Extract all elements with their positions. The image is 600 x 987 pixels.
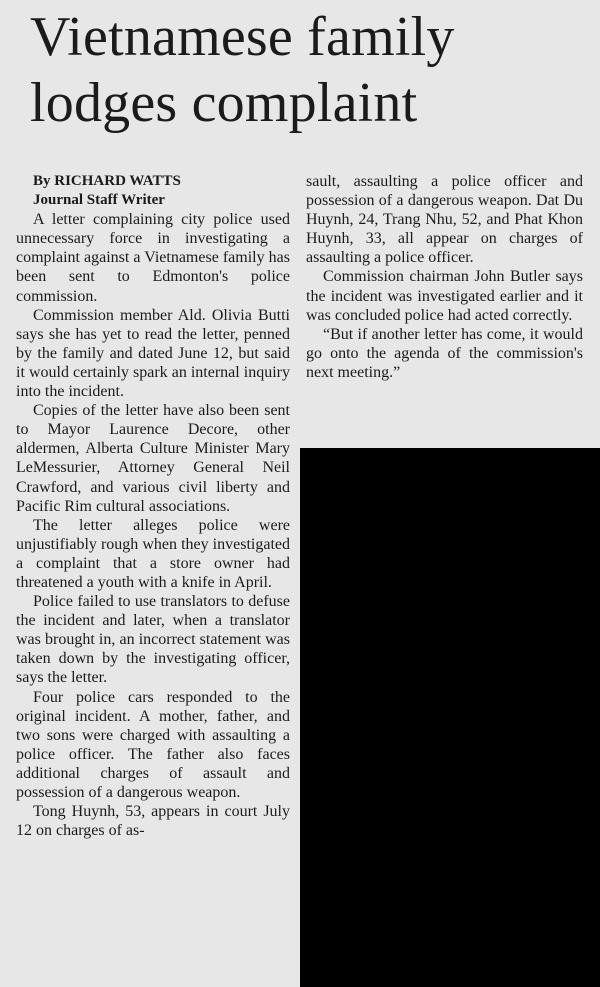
byline-role: Journal Staff Writer — [33, 192, 165, 209]
column-1 — [16, 172, 290, 840]
paragraph: A letter complaining city police used unnecessary force in investigating a complaint against a Vietnamese family has been sent to Edmonton's police commission. — [16, 211, 290, 305]
paragraph: “But if another letter has come, it would go onto the agenda of the commission's next meeting.” — [306, 325, 583, 381]
redacted-area — [300, 448, 600, 987]
paragraph: Commission chairman John Butler says the incident was investigated earlier and it was concluded police had acted correctly. — [306, 268, 583, 324]
paragraph-continued: sault, assaulting a police officer and possession of a dangerous weapon. Dat Du Huynh, 24, Trang Nhu, 52, and Phat Khon Huynh, 33, all appear on charges of assaulting a police officer. — [306, 173, 583, 267]
paragraph: Four police cars responded to the original incident. A mother, father, and two sons were charged with assaulting a police officer. The father also faces additional charges of assault and possession of a dangerous weapon. — [16, 688, 290, 801]
paragraph: Police failed to use translators to defuse the incident and later, when a translator was brought in, an incorrect statement was taken down by the investigating officer, says the letter. — [16, 593, 290, 687]
headline — [30, 4, 596, 136]
headline-line-2: lodges complaint — [30, 72, 418, 134]
paragraph: Commission member Ald. Olivia Butti says she has yet to read the letter, penned by the family and dated June 12, but said it would certainly spark an internal inquiry into the incident. — [16, 306, 290, 401]
paragraph: Tong Huynh, 53, appears in court July 12 on charges of as- — [16, 803, 290, 840]
paragraph: The letter alleges police were unjustifiably rough when they investigated a complaint that a store owner had threatened a youth with a knife in April. — [16, 516, 290, 591]
byline: By RICHARD WATTS — [33, 173, 181, 189]
column-2 — [306, 172, 583, 382]
paragraph: Copies of the letter have also been sent to Mayor Laurence Decore, other aldermen, Alberta Culture Minister Mary LeMessurier, Attorney General Neil Crawford, and various civil liberty and Pacific Rim cultural associations. — [16, 402, 290, 515]
headline-line-1: Vietnamese family — [30, 6, 455, 68]
